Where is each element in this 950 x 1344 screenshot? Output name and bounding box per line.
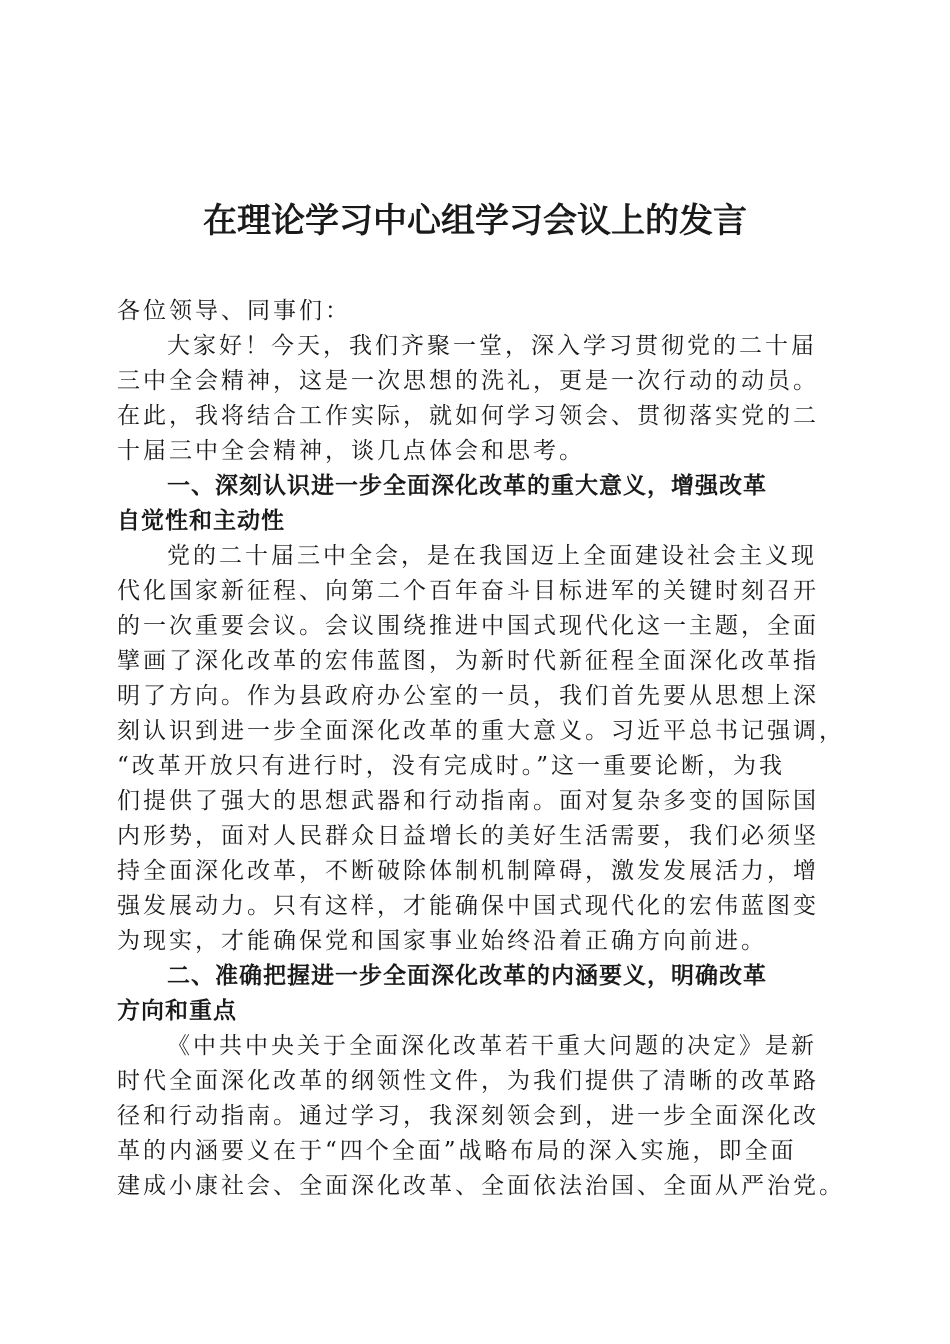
paragraph-line: 革的内涵要义在于“四个全面”战略布局的深入实施，即全面 (117, 1138, 797, 1164)
section-heading-line: 方向和重点 (117, 998, 237, 1024)
section-heading-line: 二、准确把握进一步全面深化改革的内涵要义，明确改革 (167, 963, 767, 989)
paragraph-line: 刻认识到进一步全面深化改革的重大意义。习近平总书记强调， (117, 718, 845, 744)
paragraph-line: 十届三中全会精神，谈几点体会和思考。 (117, 438, 585, 464)
paragraph-line: “改革开放只有进行时，没有完成时。”这一重要论断，为我 (117, 753, 786, 779)
paragraph-line: 们提供了强大的思想武器和行动指南。面对复杂多变的国际国 (117, 788, 819, 814)
paragraph-line: 时代全面深化改革的纲领性文件，为我们提供了清晰的改革路 (117, 1068, 819, 1094)
paragraph-line: 建成小康社会、全面深化改革、全面依法治国、全面从严治党。 (117, 1173, 845, 1199)
section-heading-line: 自觉性和主动性 (117, 508, 285, 534)
paragraph-line: 代化国家新征程、向第二个百年奋斗目标进军的关键时刻召开 (117, 578, 819, 604)
paragraph-line: 擘画了深化改革的宏伟蓝图，为新时代新征程全面深化改革指 (117, 648, 819, 674)
document-body (117, 294, 845, 1204)
paragraph-line: 的一次重要会议。会议围绕推进中国式现代化这一主题，全面 (117, 613, 819, 639)
document-title: 在理论学习中心组学习会议上的发言 (203, 201, 747, 241)
section-heading-line: 一、深刻认识进一步全面深化改革的重大意义，增强改革 (167, 473, 767, 499)
paragraph-line: 强发展动力。只有这样，才能确保中国式现代化的宏伟蓝图变 (117, 893, 819, 919)
paragraph-line: 党的二十届三中全会，是在我国迈上全面建设社会主义现 (167, 543, 817, 569)
paragraph-line: 各位领导、同事们： (117, 298, 351, 324)
paragraph-line: 大家好！今天，我们齐聚一堂，深入学习贯彻党的二十届 (167, 333, 817, 359)
paragraph-line: 《中共中央关于全面深化改革若干重大问题的决定》是新 (167, 1033, 817, 1059)
paragraph-line: 为现实，才能确保党和国家事业始终沿着正确方向前进。 (117, 928, 767, 954)
paragraph-line: 径和行动指南。通过学习，我深刻领会到，进一步全面深化改 (117, 1103, 819, 1129)
paragraph-line: 持全面深化改革，不断破除体制机制障碍，激发发展活力，增 (117, 858, 819, 884)
paragraph-line: 明了方向。作为县政府办公室的一员，我们首先要从思想上深 (117, 683, 819, 709)
paragraph-line: 内形势，面对人民群众日益增长的美好生活需要，我们必须坚 (117, 823, 819, 849)
paragraph-line: 在此，我将结合工作实际，就如何学习领会、贯彻落实党的二 (117, 403, 819, 429)
paragraph-line: 三中全会精神，这是一次思想的洗礼，更是一次行动的动员。 (117, 368, 819, 394)
